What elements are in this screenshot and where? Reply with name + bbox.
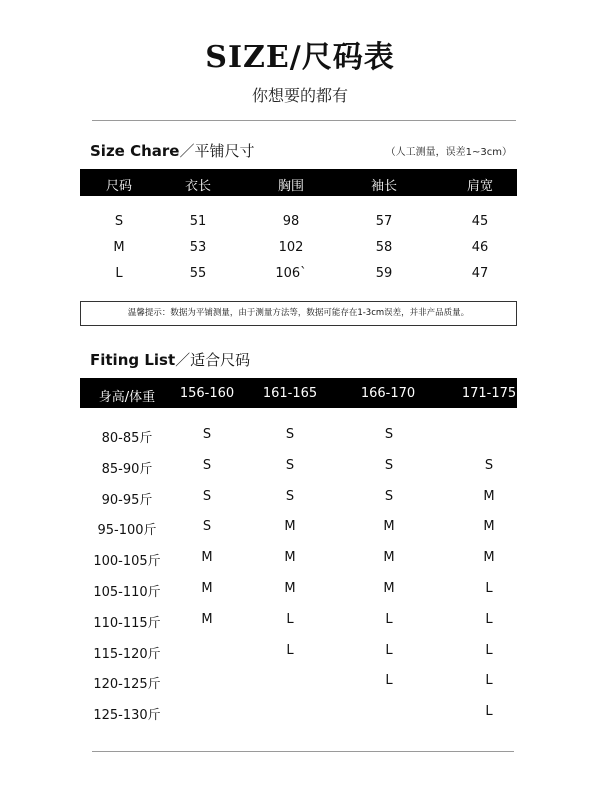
size-chart-heading	[90, 140, 254, 161]
size-chart-column-header: 肩宽	[466, 179, 494, 194]
fitting-list-column-header: 161-165	[262, 386, 318, 401]
fitting-list-cell: M	[201, 581, 213, 596]
fitting-list-cell: M	[284, 581, 296, 596]
fitting-list-row-label: 125-130斤	[93, 708, 161, 724]
fitting-list-cell: S	[202, 427, 212, 442]
size-chart-header-row	[80, 169, 517, 196]
size-chart-cell: 58	[375, 240, 393, 255]
fitting-list-cell: S	[384, 457, 394, 473]
fitting-list-heading-bold: Fiting List	[90, 351, 176, 369]
size-chart-heading-bold: Size Chare	[90, 142, 180, 160]
size-chart-cell: 46	[471, 240, 489, 255]
fitting-list-row-label: 95-100斤	[97, 523, 157, 539]
size-chart-column-header: 胸围	[277, 179, 305, 194]
fitting-list-row-label: 90-95斤	[101, 492, 153, 508]
fitting-list-row-label: 85-90斤	[101, 461, 153, 477]
fitting-list-column-header: 166-170	[360, 386, 416, 401]
fitting-list-cell: L	[286, 611, 294, 627]
fitting-list-cell: S	[202, 519, 212, 535]
fitting-list-cell: L	[485, 611, 493, 627]
size-chart-column-header: 尺码	[105, 179, 133, 194]
fitting-list-cell: L	[385, 611, 393, 627]
size-chart-column-header: 袖长	[370, 179, 398, 194]
fitting-list-cell: M	[284, 550, 296, 566]
measurement-tip: 温馨提示：数据为平铺测量，由于测量方法等，数据可能存在1-3cm误差，并非产品质量。	[80, 301, 517, 326]
fitting-list-cell: S	[484, 457, 494, 473]
fitting-list-cell: L	[485, 673, 493, 689]
measurement-note: （人工测量，误差1~3cm）	[385, 147, 512, 158]
fitting-list-cell: S	[285, 427, 295, 442]
size-chart-column-header: 衣长	[184, 179, 212, 194]
fitting-list-cell: M	[201, 611, 213, 627]
fitting-list-cell: M	[383, 519, 395, 535]
size-chart-cell: S	[114, 214, 124, 229]
size-chart-cell: 57	[375, 214, 393, 229]
fitting-list-cell: M	[483, 488, 495, 504]
fitting-list-row-label: 100-105斤	[93, 554, 161, 570]
fitting-list-column-header: 身高/体重	[98, 390, 156, 405]
fitting-list-cell: L	[385, 673, 393, 689]
size-chart-cell: 55	[189, 266, 207, 281]
size-chart-cell: 53	[189, 240, 207, 255]
size-chart-cell: 51	[189, 214, 207, 229]
fitting-list-heading-rest: ／适合尺码	[175, 351, 251, 369]
fitting-list-row-label: 80-85斤	[101, 431, 153, 446]
fitting-list-row-label: 120-125斤	[93, 677, 161, 693]
fitting-list-cell: M	[383, 550, 395, 566]
size-chart-cell: 45	[471, 214, 489, 229]
size-chart-cell: 98	[282, 214, 300, 229]
fitting-list-cell: S	[285, 457, 295, 473]
fitting-list-column-header: 156-160	[179, 386, 235, 401]
size-chart-cell: 102	[278, 240, 304, 255]
fitting-list-header-row	[80, 378, 517, 408]
fitting-list-cell: L	[485, 581, 493, 596]
size-chart-cell: M	[113, 240, 125, 255]
fitting-list-row-label: 115-120斤	[93, 646, 161, 662]
fitting-list-cell: M	[483, 550, 495, 566]
page-title: SIZE/尺码表	[205, 40, 395, 75]
fitting-list-cell: S	[384, 488, 394, 504]
bottom-divider	[92, 751, 514, 752]
size-chart-cell: 106`	[275, 266, 307, 281]
fitting-list-cell: M	[383, 581, 395, 596]
fitting-list-heading	[90, 349, 250, 370]
fitting-list-cell: L	[485, 642, 493, 658]
fitting-list-row-label: 110-115斤	[93, 615, 161, 631]
fitting-list-cell: M	[284, 519, 296, 535]
fitting-list-cell: M	[483, 519, 495, 535]
fitting-list-cell: S	[202, 488, 212, 504]
fitting-list-cell: L	[385, 642, 393, 658]
size-chart-heading-rest: ／平铺尺寸	[179, 142, 255, 160]
fitting-list-cell: S	[384, 427, 394, 442]
page-subtitle: 你想要的都有	[251, 86, 348, 105]
fitting-list-cell: M	[201, 550, 213, 566]
size-chart-cell: 47	[471, 266, 489, 281]
fitting-list-cell: L	[286, 642, 294, 658]
fitting-list-column-header: 171-175	[461, 386, 517, 401]
size-chart-cell: 59	[375, 266, 393, 281]
size-chart-cell: L	[115, 266, 123, 281]
top-divider	[92, 120, 516, 121]
fitting-list-cell: L	[485, 704, 493, 720]
fitting-list-cell: S	[285, 488, 295, 504]
fitting-list-row-label: 105-110斤	[93, 585, 161, 600]
fitting-list-cell: S	[202, 457, 212, 473]
